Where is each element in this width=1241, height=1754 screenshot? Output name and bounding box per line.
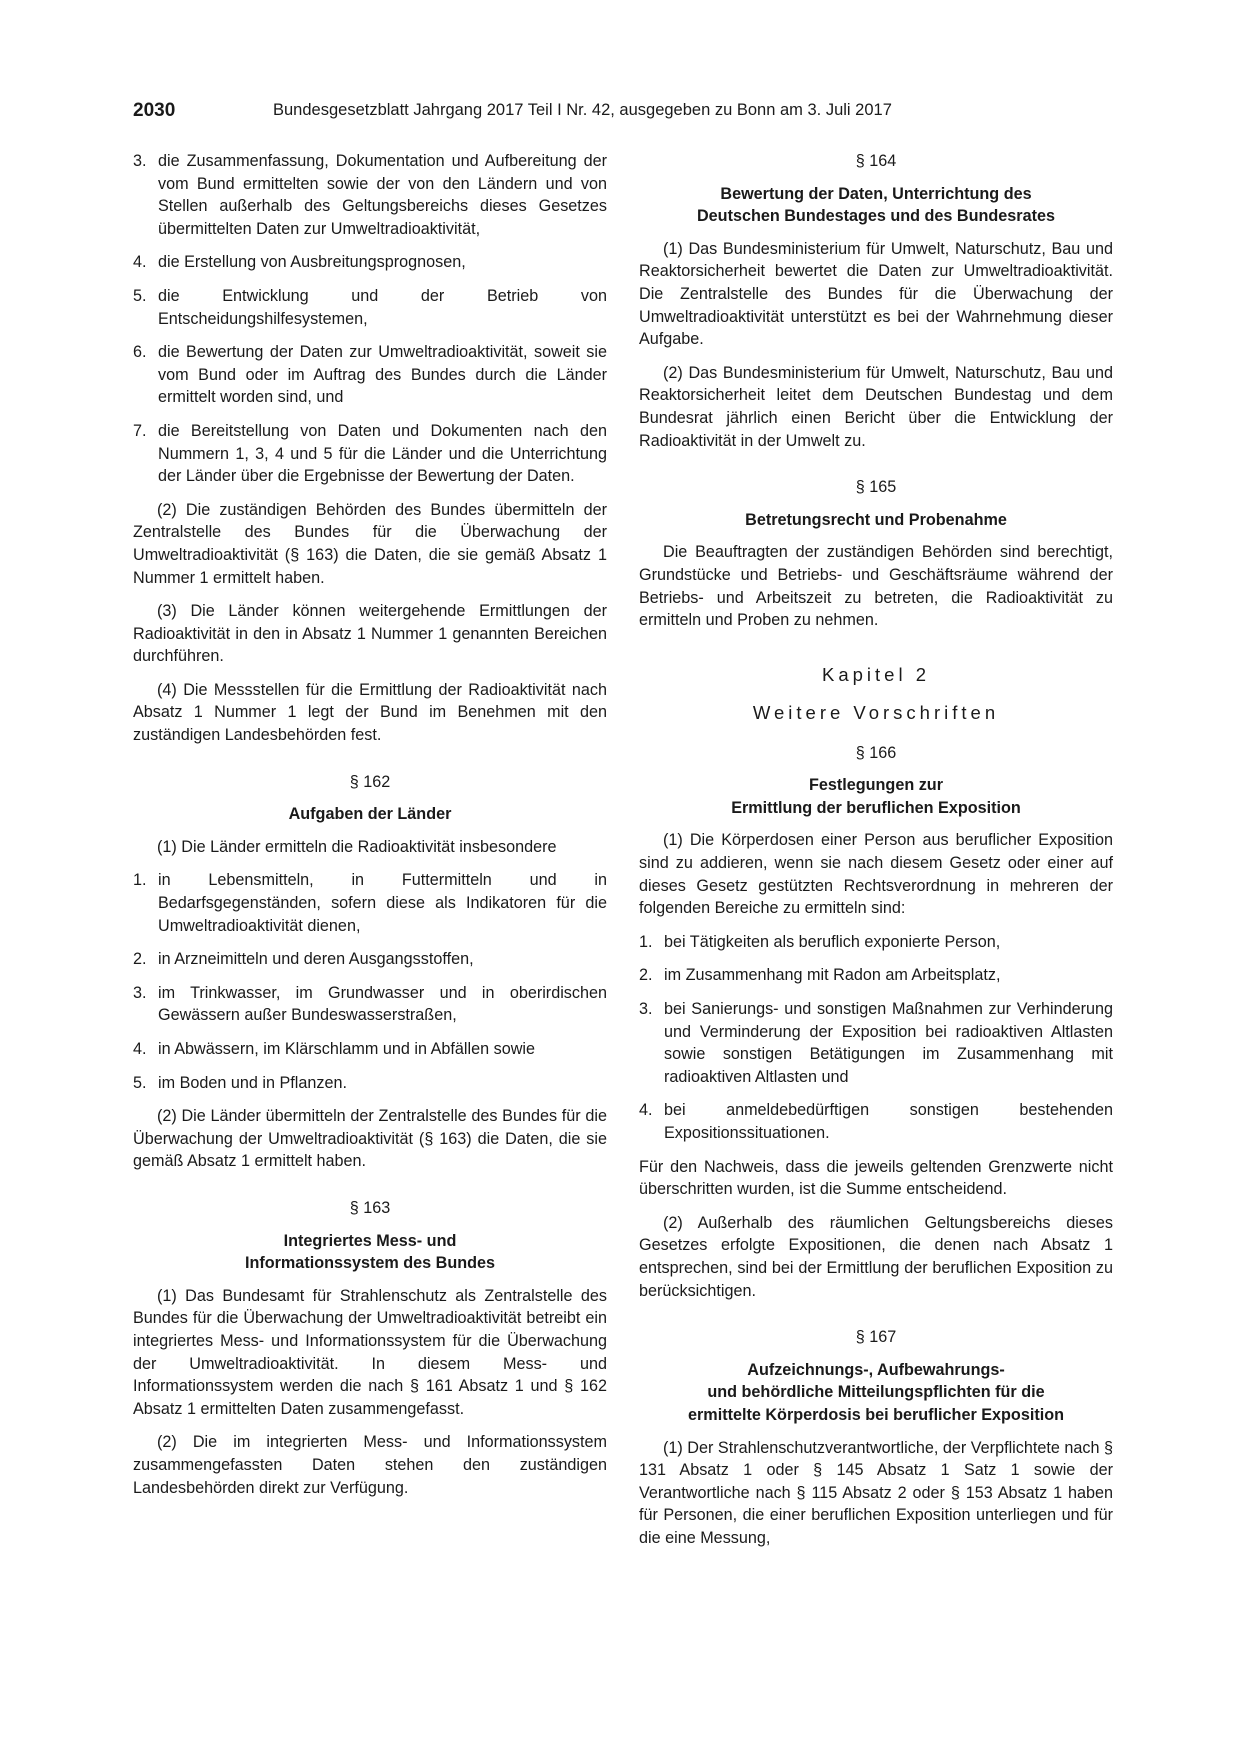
list-item: 4. bei anmeldebedürftigen sonstigen bestehenden Expositionssituationen.: [639, 1101, 1113, 1142]
section-number: § 162: [349, 772, 391, 791]
page-number: 2030: [133, 100, 176, 121]
paragraph: (1) Das Bundesamt für Strahlenschutz als Zentralstelle des Bundes für die Überwachung der Umweltradioaktivität betreibt ein integriertes Mess- und Informationssystem für die Überwachung der Umweltradioaktivität. In diesem Mess- und Informationssystem werden die nach § 161 Absatz 1 und § 162 Absatz 1 ermittelten Daten zusammengefasst.: [133, 1286, 607, 1418]
list-item: 4. in Abwässern, im Klärschlamm und in Abfällen sowie: [133, 1040, 535, 1058]
paragraph: Für den Nachweis, dass die jeweils geltenden Grenzwerte nicht überschritten wurden, ist die Summe entscheidend.: [639, 1157, 1113, 1199]
list-item: 3. bei Sanierungs- und sonstigen Maßnahmen zur Verhinderung und Verminderung der Exposition bei radioaktiven Altlasten sowie sonstigen Betätigungen im Zusammenhang mit radioaktiven Altlasten und: [639, 1000, 1113, 1086]
list-item: 7. die Bereitstellung von Daten und Dokumenten nach den Nummern 1, 3, 4 und 5 für die Länder und die Unterrichtung der Länder über die Ergebnisse der Bewertung der Daten.: [133, 421, 607, 486]
section-number: § 163: [349, 1198, 391, 1217]
list-item: 2. im Zusammenhang mit Radon am Arbeitsplatz,: [639, 966, 1001, 985]
section-title: Aufgaben der Länder: [288, 805, 452, 824]
paragraph: (2) Die Länder übermitteln der Zentralstelle des Bundes für die Überwachung der Umweltradioaktivität (§ 163) die Daten, die sie gemäß Absatz 1 ermittelt haben.: [133, 1107, 607, 1171]
section-title: Betretungsrecht und Probenahme: [745, 510, 1007, 529]
list-item: 5. die Entwicklung und der Betrieb von Entscheidungshilfesystemen,: [133, 286, 607, 328]
paragraph: (2) Das Bundesministerium für Umwelt, Naturschutz, Bau und Reaktorsicherheit leitet dem Deutschen Bundestag und dem Bundesrat jährlich einen Bericht über die Entwicklung der Radioaktivität in der Umwelt zu.: [639, 363, 1113, 450]
paragraph: (1) Der Strahlenschutzverantwortliche, der Verpflichtete nach § 131 Absatz 1 oder § 145 Absatz 1 Satz 1 sowie der Verantwortliche nach § 115 Absatz 2 oder § 153 Absatz 1 haben für Personen, die einer beruflichen Exposition unterliegen und für die eine Messung,: [639, 1438, 1113, 1547]
chapter-label: Kapitel 2: [822, 663, 930, 685]
section-number: § 166: [855, 743, 897, 762]
paragraph: (4) Die Messstellen für die Ermittlung der Radioaktivität nach Absatz 1 Nummer 1 legt der Bund im Benehmen mit den zuständigen Landesbehörden fest.: [133, 680, 607, 745]
list-item: 3. die Zusammenfassung, Dokumentation und Aufbereitung der vom Bund ermittelten sowie der von den Ländern und von Stellen außerhalb des Geltungsbereichs dieses Gesetzes übermittelten Daten zur Umweltradioaktivität,: [133, 152, 607, 238]
section-title: Bewertung der Daten, Unterrichtung des Deutschen Bundestages und des Bundesrates: [696, 184, 1055, 226]
paragraph: (1) Die Länder ermitteln die Radioaktivität insbesondere: [157, 837, 557, 856]
section-title: Integriertes Mess- und Informationssystem des Bundes: [244, 1231, 496, 1273]
list-item: 2. in Arzneimitteln und deren Ausgangsstoffen,: [133, 950, 474, 969]
list-item: 6. die Bewertung der Daten zur Umweltradioaktivität, soweit sie vom Bund oder im Auftrag des Bundes durch die Länder ermittelt worden sind, und: [133, 343, 607, 407]
list-item: 1. in Lebensmitteln, in Futtermitteln und in Bedarfsgegenständen, sofern diese als Indikatoren für die Umweltradioaktivität dienen,: [133, 871, 607, 935]
list-item: 3. im Trinkwasser, im Grundwasser und in oberirdischen Gewässern außer Bundeswasserstraßen,: [133, 983, 607, 1025]
paragraph: Die Beauftragten der zuständigen Behörden sind berechtigt, Grundstücke und Betriebs- und Geschäftsräume während der Betriebs- und Arbeitszeit zu betreten, die Radioaktivität zu ermitteln und Proben zu nehmen.: [639, 543, 1113, 630]
running-head: Bundesgesetzblatt Jahrgang 2017 Teil I Nr. 42, ausgegeben zu Bonn am 3. Juli 2017: [273, 101, 892, 119]
page-header: [133, 100, 1113, 126]
list-item: 1. bei Tätigkeiten als beruflich exponierte Person,: [639, 932, 1001, 951]
list-item: 4. die Erstellung von Ausbreitungsprognosen,: [133, 253, 466, 272]
right-column: [639, 150, 1113, 1561]
section-number: § 164: [855, 152, 897, 170]
list-item: 5. im Boden und in Pflanzen.: [133, 1073, 347, 1092]
section-number: § 167: [855, 1328, 897, 1347]
paragraph: (2) Außerhalb des räumlichen Geltungsbereichs dieses Gesetzes erfolgte Expositionen, die denen nach Absatz 1 entsprechen, sind bei der Ermittlung der beruflichen Exposition zu berücksichtigen.: [639, 1213, 1113, 1300]
paragraph: (3) Die Länder können weitergehende Ermittlungen der Radioaktivität in den in Absatz 1 Nummer 1 genannten Bereichen durchführen.: [133, 602, 607, 666]
chapter-title: Weitere Vorschriften: [752, 701, 1000, 723]
left-column: [133, 150, 607, 1510]
paragraph: (1) Das Bundesministerium für Umwelt, Naturschutz, Bau und Reaktorsicherheit bewertet die Daten zur Umweltradioaktivität. Die Zentralstelle des Bundes für die Überwachung der Umweltradioaktivität unterstützt es bei der Wahrnehmung dieser Aufgabe.: [639, 239, 1113, 349]
section-number: § 165: [855, 478, 897, 497]
paragraph: (2) Die zuständigen Behörden des Bundes übermitteln der Zentralstelle des Bundes für die Überwachung der Umweltradioaktivität (§ 163) die Daten, die sie gemäß Absatz 1 Nummer 1 ermittelt haben.: [133, 500, 607, 587]
paragraph: (1) Die Körperdosen einer Person aus beruflicher Exposition sind zu addieren, wenn sie nach diesem Gesetz oder einer auf dieses Gesetz gestützten Rechtsverordnung in mehreren der folgenden Bereiche zu ermitteln sind:: [639, 831, 1113, 918]
paragraph: (2) Die im integrierten Mess- und Informationssystem zusammengefassten Daten stehen den zuständigen Landesbehörden direkt zur Verfügung.: [133, 1433, 607, 1497]
section-title: Festlegungen zur Ermittlung der beruflichen Exposition: [731, 776, 1021, 817]
section-title: Aufzeichnungs-, Aufbewahrungs- und behördliche Mitteilungspflichten für die ermittelte Körperdosis bei beruflicher Exposition: [688, 1360, 1064, 1424]
